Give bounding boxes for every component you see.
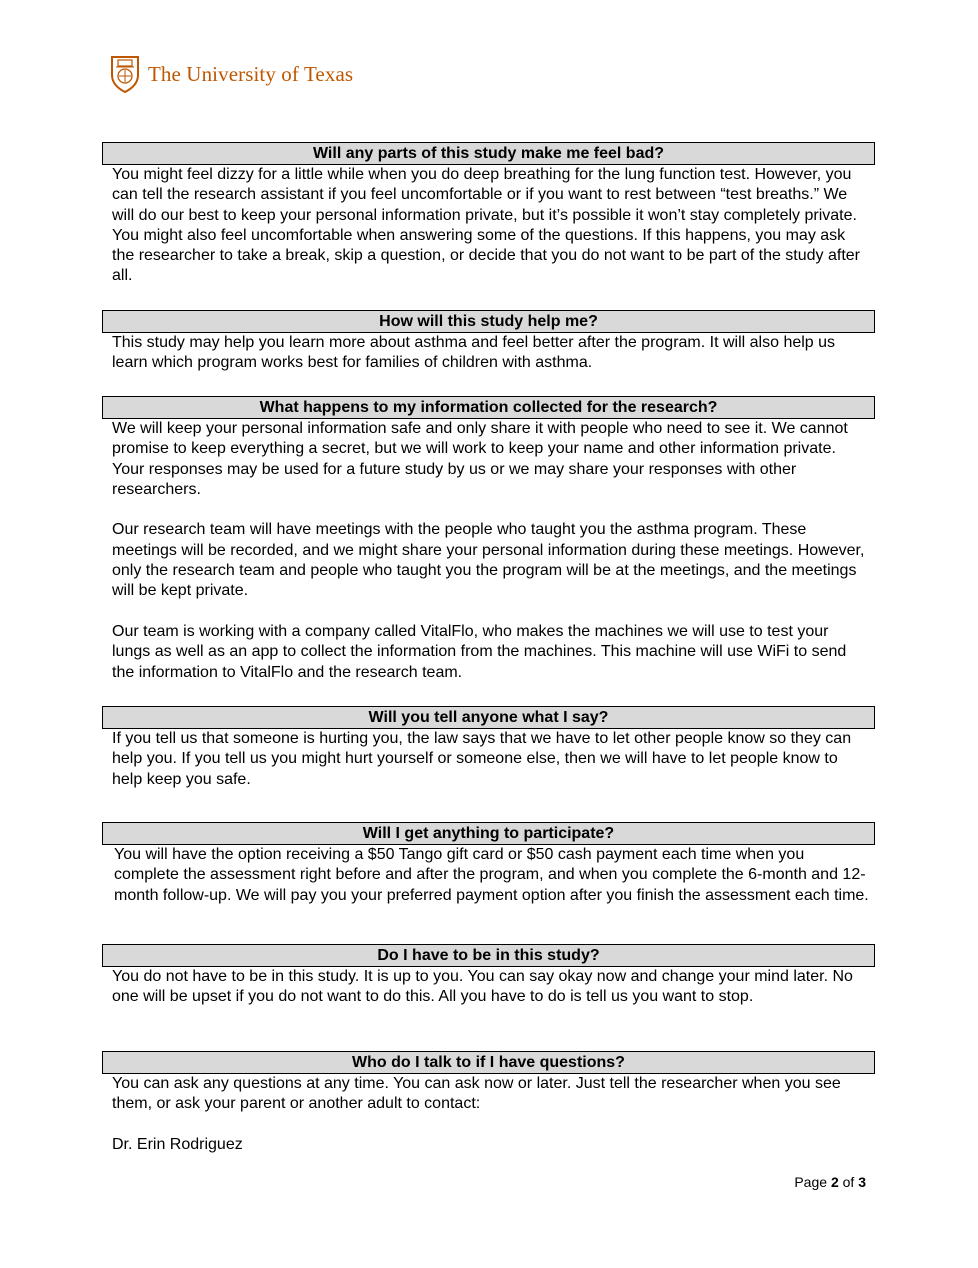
section-paragraph: You might feel dizzy for a little while when you do deep breathing for the lung function test. However, you can tell the research assistant if you feel uncomfortable or if you want to rest between “test breaths.” We will do our best to keep your personal information private, but it’s possible it won’t stay completely private. You might also feel uncomfortable when answering some of the questions. If this happens, you may ask the researcher to take a break, skip a question, or decide that you do not want to be part of the study after all.: [112, 166, 861, 285]
section-heading: How will this study help me?: [102, 310, 875, 333]
section-body: [102, 967, 875, 1008]
page-number: [794, 1174, 866, 1190]
section-questions: [102, 1051, 875, 1155]
section-feel-bad: [102, 142, 875, 287]
section-body: [102, 165, 875, 287]
section-heading: Will any parts of this study make me feel bad?: [102, 142, 875, 165]
section-body: [102, 845, 875, 906]
of-word: of: [842, 1174, 855, 1190]
section-body: [102, 729, 875, 790]
section-heading: Will I get anything to participate?: [102, 822, 875, 845]
total-pages: 3: [858, 1174, 866, 1190]
section-heading: Will you tell anyone what I say?: [102, 706, 875, 729]
university-seal-icon: [110, 55, 140, 93]
section-paragraph: You can ask any questions at any time. You can ask now or later. Just tell the researcher when you see them, or ask your parent or another adult to contact:: [112, 1075, 841, 1113]
contact-name: Dr. Erin Rodriguez: [112, 1135, 243, 1153]
section-paragraph: This study may help you learn more about asthma and feel better after the program. It will also help us learn which program works best for families of children with asthma.: [112, 334, 836, 372]
section-help-me: [102, 310, 875, 374]
section-participate: [102, 822, 875, 906]
page-word: Page: [794, 1174, 828, 1190]
section-paragraph: Our research team will have meetings with the people who taught you the asthma program. These meetings will be recorded, and we might share your personal information during these meetings. However, only the research team and people who taught you the program will be at the meetings, and the meetings will be kept private.: [112, 521, 865, 600]
university-name: The University of Texas: [148, 61, 354, 86]
section-paragraph: You will have the option receiving a $50 Tango gift card or $50 cash payment each time when you complete the assessment right before and after the program, and when you complete the 6-month and 12-month follow-up. We will pay you your preferred payment option after you finish the assessment each time.: [114, 846, 869, 904]
section-paragraph: Our team is working with a company called VitalFlo, who makes the machines we will use to test your lungs as well as an app to collect the information from the machines. This machine will use WiFi to send the information to VitalFlo and the research team.: [112, 622, 847, 681]
section-heading: Do I have to be in this study?: [102, 944, 875, 967]
section-heading: What happens to my information collected for the research?: [102, 396, 875, 419]
section-paragraph: If you tell us that someone is hurting you, the law says that we have to let other people know so they can help you. If you tell us you might hurt yourself or someone else, then we will have to let people know to help keep you safe.: [112, 730, 852, 788]
section-body: [102, 333, 875, 374]
current-page: 2: [830, 1174, 839, 1190]
section-heading: Who do I talk to if I have questions?: [102, 1051, 875, 1074]
section-information: [102, 396, 875, 683]
section-tell-anyone: [102, 706, 875, 790]
section-paragraph: You do not have to be in this study. It is up to you. You can say okay now and change your mind later. No one will be upset if you do not want to do this. All you have to do is tell us you want to stop.: [112, 968, 853, 1006]
section-have-to-be: [102, 944, 875, 1008]
section-paragraph: We will keep your personal information safe and only share it with people who need to see it. We cannot promise to keep everything a secret, but we will work to keep your name and other information private. Your responses may be used for a future study by us or we may share your responses with other researchers.: [112, 420, 848, 498]
university-header: [110, 55, 353, 93]
section-body: [102, 1074, 875, 1155]
section-body: [102, 419, 875, 683]
